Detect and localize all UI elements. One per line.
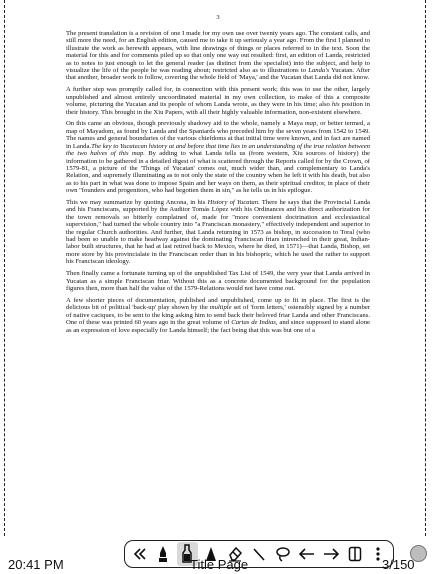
page-indicator: 3/150 (382, 557, 415, 572)
body-paragraph (66, 270, 370, 292)
text-run: A further step was promptly called for, in connection with this present work; this was to use the other, largely unpublished and almost entirely uncoordinated material in my own collection, to make of this a composite volume, picturing the Yucatan and its people of whom Landa wrote, as they were in his time; also (66, 86, 370, 109)
text-run: , or better termed, a map of Mayadom, as found by Landa and the Spaniards who preceded him by the seven years from 1542 to 1549. The names and general boundaries of the various chiefdoms at that initial time were known, and in fact are named in Landa. (66, 120, 371, 150)
document-title: Title Page (190, 557, 249, 572)
italic-text-run: The key to Yucatecan history at and before that time lies in an understanding of the true relation between the two halves of this map. (66, 142, 371, 158)
lasso-icon (275, 546, 291, 562)
text-run: position in their history. This brought in the Xiu Papers, with all their highly valuable information, non-existent elsewhere. (66, 101, 370, 116)
document-page (66, 14, 370, 338)
double-chevron-left-icon (132, 547, 148, 561)
panel-icon (348, 546, 362, 562)
body-paragraph (66, 120, 370, 194)
redo-icon (323, 547, 339, 561)
redo-button[interactable] (320, 542, 341, 566)
text-run: Then finally came a fortunate turning up of the unpublished Tax List of 1549, the very year that Landa arrived in Yucatan as a simple Franciscan friar. Without this as a concrete documented background for the population figures then, more than half the value of the 1579-Relations would not have come out. (66, 270, 370, 292)
text-run: This we may summarize by quoting Ancona, in his (66, 199, 208, 207)
pen-tool-button[interactable] (153, 542, 174, 566)
italic-text-run: Landa's (308, 67, 330, 75)
line-tool-button[interactable] (248, 542, 269, 566)
text-run: set of 'form letters,' ostensibly signed by a number of native caciques, to be sent to the king asking him to send back their beloved friar Landa and other Franciscans. One of these was printed 60 years ago in the great volume of (66, 304, 371, 327)
italic-text-run: multiple (209, 304, 232, 312)
collapse-toolbar-button[interactable] (129, 542, 150, 566)
italic-text-run: History of Yucatan (207, 199, 259, 207)
text-run: By adding to what Landa tells us (from western, Xiu sources of history) the information to be gathered in a detailed digest of what is scattered through the Reports called for by the Crown, of 1579-81, a picture of the 'Things of Yucatan' comes out, much wider than, and complementary to Landa's Relation, and supremely illuminating as to not only the state of the country when he left it with his death, but also as to his part in what was done to impose Spain and her ways on them, as their spiritual creditor, in place of their own "founders and progenitors, who had begotten them in sin," as he tells us in his epilogue. (66, 150, 370, 195)
left-margin-guide (4, 0, 5, 536)
page-number: 3 (216, 14, 220, 21)
italic-text-run: his (331, 101, 340, 109)
line-icon (252, 546, 266, 562)
body-paragraph (66, 297, 370, 334)
lasso-tool-button[interactable] (272, 542, 293, 566)
italic-text-run: Cartas de Indias (231, 319, 276, 327)
italic-text-run: map (304, 120, 317, 128)
text-run: A few shorter pieces of documentation, published and unpublished, come up to fit in place. The first is the delicious bit of political 'back-up' play shown by the (66, 296, 370, 312)
status-time: 20:41 PM (8, 557, 64, 572)
right-margin-guide (425, 0, 426, 536)
fountain-pen-icon (157, 545, 169, 563)
body-paragraph (66, 86, 370, 116)
body-paragraph (66, 30, 370, 82)
text-run: , and since supposed to stand alone as an expression of love especially for Landa himself; the fact being that this was but one of a (66, 319, 371, 334)
page-body (66, 30, 370, 334)
text-run: . There he says that the Provincial Landa and his Franciscans, supported by the Auditor Tomás López with his Ordinances and his direct authorization for the town removals so bitterly complained of, made for "more convenient doctrination and ecclesiastical supervision," had turned the whole country into "a Franciscan monastery," effectively independent and superior to the regular Church authorities. And further, that Landa returning in 1573 as bishop, in succession to Toral (who had been so unable to make headway against the dominating Franciscan friars intrenched in their great, Indian-labor built structures, that he had at last retired back to Mexico, where he died, in 1571)—that Landa, Bishop, set more store by his provincialate in the Franciscan order than in his bishopric, which he used the rather to support his Franciscan ideology. (66, 199, 370, 266)
sidebar-toggle-button[interactable] (344, 542, 365, 566)
vertical-dots-icon (375, 546, 381, 562)
undo-button[interactable] (296, 542, 317, 566)
text-run: Yucatan. After that another, broader work to follow, covering the whole field of 'Maya,' and the Yucatan that Landa did not know. (66, 67, 371, 82)
text-run: The present translation is a revision of one I made for my own use over twenty years ago. The constant calls, and still more the need, for an English edition, caused me to take it up seriously a year ago. From the first I planned to illustrate the work as herewith appears, with line drawings of things or places referred to in the text. Soon the material for this and for comments piled up so that only one way out resulted: first, an edition of Landa, restricted as to notes to just enough to let the general reader (as distinct from the specialist) into the subject, and help to visualize the life of the people he was reading about; restricted also as to illustrations to (66, 30, 370, 75)
body-paragraph (66, 199, 370, 266)
text-run: On this came an obvious, though previously shadowy aid to the whole, namely a Maya (66, 120, 305, 128)
undo-icon (299, 547, 315, 561)
annotation-toolbar (124, 540, 394, 568)
